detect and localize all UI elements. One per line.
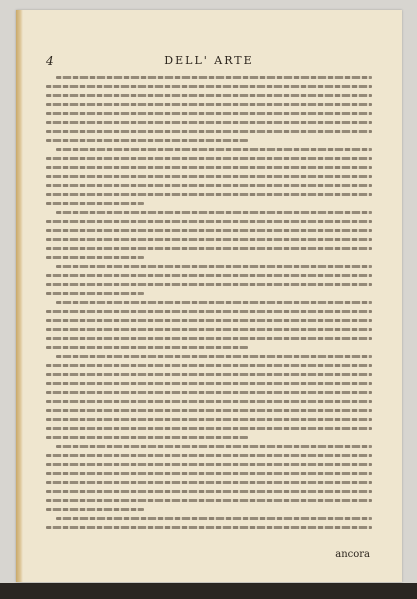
page-number: 4 (46, 54, 54, 68)
paragraph (46, 148, 372, 205)
book-page (16, 10, 402, 582)
paragraph (46, 76, 372, 142)
binding-edge (16, 10, 23, 582)
paragraph (46, 211, 372, 259)
paragraph (46, 265, 372, 295)
body-text (46, 76, 372, 535)
page-header (46, 54, 372, 70)
paragraph (46, 517, 372, 529)
paragraph (46, 445, 372, 511)
running-title: DELL' ARTE (164, 54, 254, 67)
paragraph (46, 355, 372, 439)
scan-edge (0, 583, 417, 599)
catchword: ancora (335, 549, 370, 560)
paragraph (46, 301, 372, 349)
